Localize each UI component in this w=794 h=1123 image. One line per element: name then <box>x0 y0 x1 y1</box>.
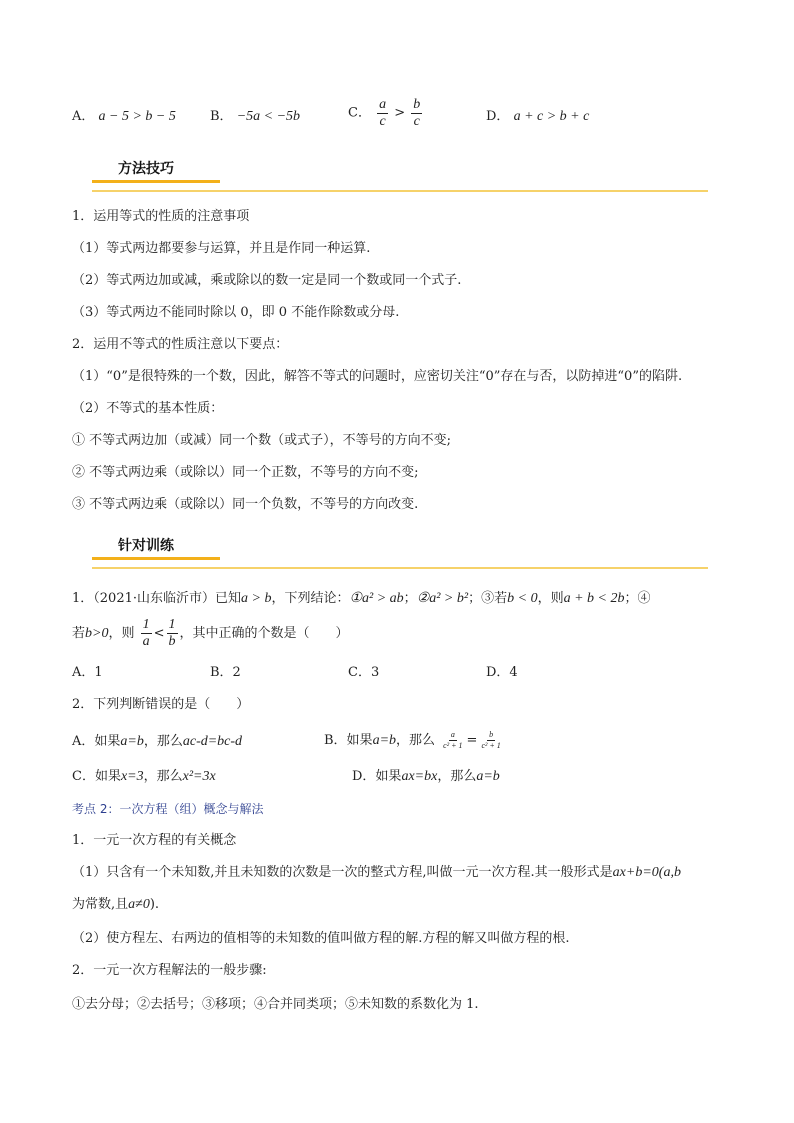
q1-option-b: B．2 <box>210 665 241 680</box>
question-1-line-1: 1．（2021·山东临沂市）已知a > b，下列结论：①a² > ab；②a² > b²；③若b < 0，则a + b < 2b；④ <box>72 591 651 606</box>
paragraph: （1）等式两边都要参与运算，并且是作同一种运算. <box>72 241 371 256</box>
paragraph: （2）不等式的基本性质： <box>72 401 224 416</box>
option-a: A． a − 5 > b − 5 <box>72 109 176 124</box>
section-title: 方法技巧 <box>118 161 174 177</box>
paragraph: ③ 不等式两边乘（或除以）同一个负数，不等号的方向改变. <box>72 497 419 512</box>
section-underline <box>92 180 220 183</box>
section-header-methods <box>72 158 708 194</box>
question-2-stem: 2．下列判断错误的是（ ） <box>72 697 250 712</box>
section-divider <box>92 190 708 192</box>
question-1-line-2: 若b>0，则 $\frac{1}{a}$ < $\frac{1}{b}$ ，其中正确的个数是（ ） <box>72 617 349 649</box>
option-c: C． $\frac{a}{c}$ > $\frac{b}{c}$ <box>348 97 421 129</box>
fraction: $\frac{1}{b}$ <box>168 617 176 649</box>
q2-option-b: B．如果a=b，那么 $\frac{a}{\text{c² + 1}}$ = $\frac{b}{\text{c² + 1}}$ <box>324 730 501 750</box>
option-d: D． a + c > b + c <box>486 109 590 124</box>
paragraph: 1．运用等式的性质的注意事项 <box>72 209 250 224</box>
section-divider <box>92 567 708 569</box>
paragraph: 2．运用不等式的性质注意以下要点： <box>72 337 289 352</box>
paragraph: 2．一元一次方程解法的一般步骤: <box>72 963 267 978</box>
paragraph: ① 不等式两边加（或减）同一个数（或式子），不等号的方向不变; <box>72 433 452 448</box>
kaodian-heading: 考点 2：一次方程（组）概念与解法 <box>72 802 264 816</box>
paragraph: （1）“0”是很特殊的一个数，因此，解答不等式的问题时，应密切关注“0”存在与否，以防掉进“0”的陷阱. <box>72 369 683 384</box>
paragraph: 为常数,且a≠0). <box>72 897 160 912</box>
paragraph: （2）使方程左、右两边的值相等的未知数的值叫做方程的解.方程的解又叫做方程的根. <box>72 931 570 946</box>
fraction: $\frac{b}{\text{c² + 1}}$ <box>481 730 501 750</box>
q1-option-d: D．4 <box>486 665 518 680</box>
q2-option-d: D．如果ax=bx，那么a=b <box>352 769 500 784</box>
q1-option-c: C．3 <box>348 665 380 680</box>
paragraph: ①去分母；②去括号；③移项；④合并同类项；⑤未知数的系数化为 1. <box>72 997 479 1012</box>
section-underline <box>92 557 220 560</box>
section-title: 针对训练 <box>118 538 174 554</box>
paragraph: （1）只含有一个未知数,并且未知数的次数是一次的整式方程,叫做一元一次方程.其一般形式是ax+b=0(a,b <box>72 865 681 880</box>
q2-option-c: C．如果x=3，那么x²=3x <box>72 769 216 784</box>
section-header-training <box>72 535 708 571</box>
paragraph: 1．一元一次方程的有关概念 <box>72 833 237 848</box>
fraction: $\frac{a}{c}$ <box>379 97 387 129</box>
fraction: $\frac{b}{c}$ <box>413 97 421 129</box>
paragraph: （3）等式两边不能同时除以 0，即 0 不能作除数或分母. <box>72 305 400 320</box>
paragraph: ② 不等式两边乘（或除以）同一个正数，不等号的方向不变; <box>72 465 419 480</box>
fraction: $\frac{a}{\text{c² + 1}}$ <box>443 730 463 750</box>
q2-option-a: A．如果a=b，那么ac-d=bc-d <box>72 734 243 749</box>
fraction: $\frac{1}{a}$ <box>142 617 150 649</box>
paragraph: （2）等式两边加或减，乘或除以的数一定是同一个数或同一个式子. <box>72 273 462 288</box>
option-b: B． −5a < −5b <box>210 109 301 124</box>
q1-option-a: A．1 <box>72 665 103 680</box>
